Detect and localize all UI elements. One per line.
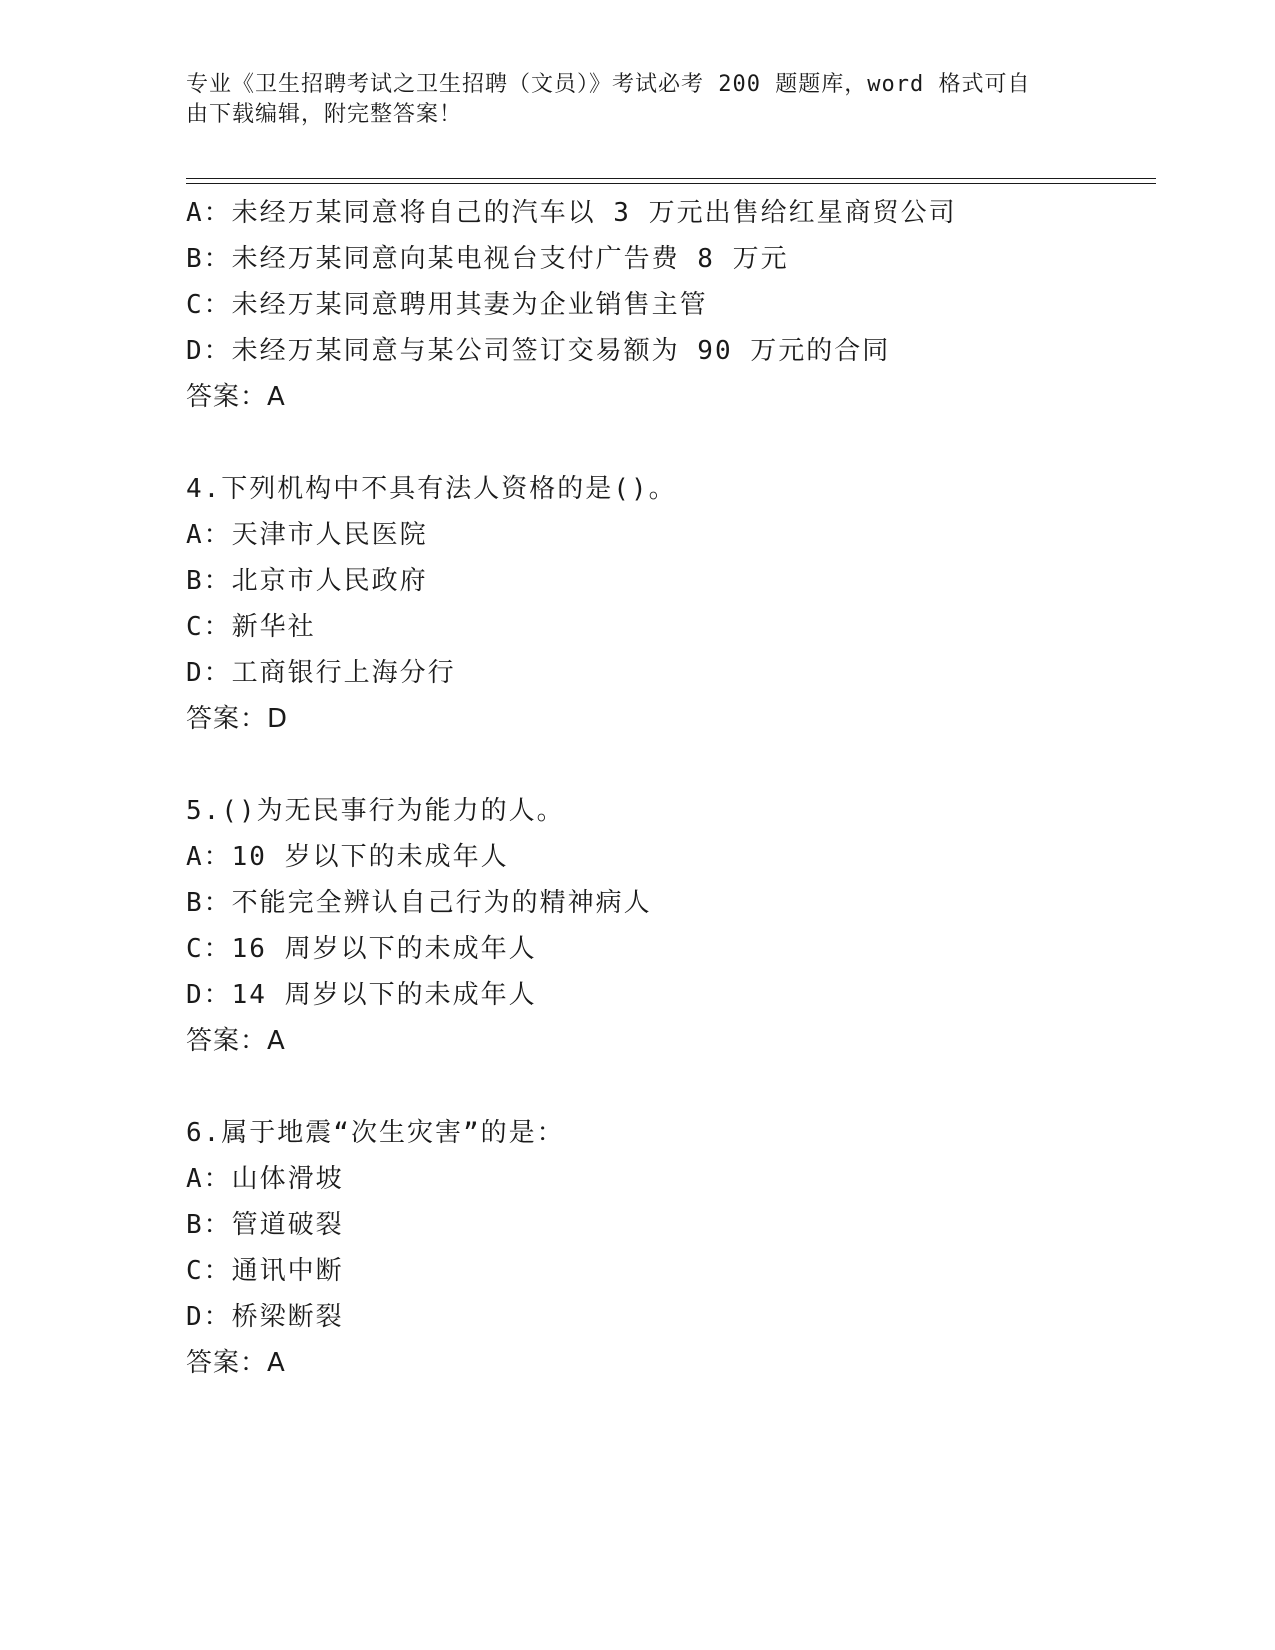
option-c: C：新华社 — [186, 612, 316, 642]
option-b: B：管道破裂 — [186, 1210, 344, 1240]
question-3 — [186, 190, 1156, 420]
option-a: A：未经万某同意将自己的汽车以 3 万元出售给红星商贸公司 — [186, 198, 957, 228]
header-line-1: 专业《卫生招聘考试之卫生招聘（文员）》考试必考 200 题题库，word 格式可自 — [186, 72, 1031, 97]
header-divider-top — [186, 178, 1156, 179]
answer: 答案：A — [186, 382, 286, 412]
spacer — [186, 1064, 1156, 1110]
option-d: D：工商银行上海分行 — [186, 658, 456, 688]
option-b: B：不能完全辨认自己行为的精神病人 — [186, 888, 652, 918]
question-text: 6.属于地震“次生灾害”的是： — [186, 1118, 565, 1148]
question-text: 5.()为无民事行为能力的人。 — [186, 796, 565, 826]
option-a: A：山体滑坡 — [186, 1164, 344, 1194]
option-d: D：未经万某同意与某公司签订交易额为 90 万元的合同 — [186, 336, 891, 366]
option-b: B：北京市人民政府 — [186, 566, 428, 596]
spacer — [186, 420, 1156, 466]
answer: 答案：A — [186, 1348, 286, 1378]
answer: 答案：A — [186, 1026, 286, 1056]
option-a: A：10 岁以下的未成年人 — [186, 842, 509, 872]
option-d: D：14 周岁以下的未成年人 — [186, 980, 537, 1010]
header-line-2: 由下载编辑，附完整答案！ — [186, 102, 463, 127]
option-b: B：未经万某同意向某电视台支付广告费 8 万元 — [186, 244, 789, 274]
question-4 — [186, 466, 1156, 742]
option-c: C：通讯中断 — [186, 1256, 344, 1286]
option-d: D：桥梁断裂 — [186, 1302, 344, 1332]
answer: 答案：D — [186, 704, 289, 734]
header-divider-bottom — [186, 183, 1156, 184]
question-6 — [186, 1110, 1156, 1386]
question-text: 4.下列机构中不具有法人资格的是()。 — [186, 474, 677, 504]
option-c: C：未经万某同意聘用其妻为企业销售主管 — [186, 290, 708, 320]
option-c: C：16 周岁以下的未成年人 — [186, 934, 537, 964]
question-list — [186, 190, 1156, 1386]
spacer — [186, 742, 1156, 788]
option-a: A：天津市人民医院 — [186, 520, 428, 550]
document-header — [186, 70, 1066, 130]
question-5 — [186, 788, 1156, 1064]
